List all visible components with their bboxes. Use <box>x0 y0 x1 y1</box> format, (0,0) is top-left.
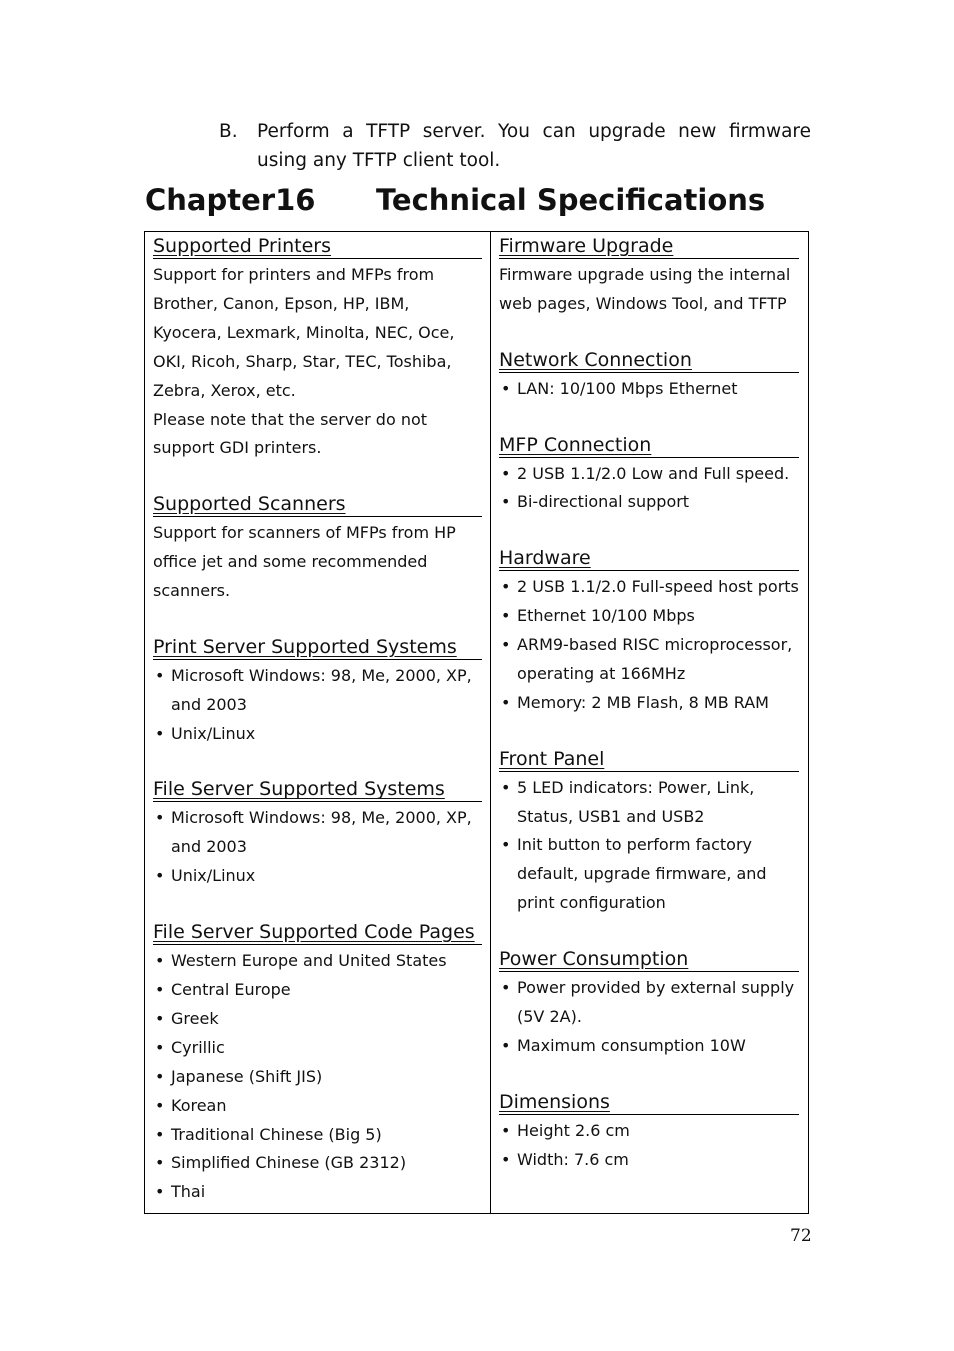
step-marker: B. <box>219 121 238 142</box>
section-title: Power Consumption <box>499 947 799 972</box>
list-item: • Width: 7.6 cm <box>499 1146 799 1175</box>
intro-step <box>219 117 811 175</box>
paragraph: Please note that the server do not support GDI printers. <box>153 409 428 458</box>
list-item: • Western Europe and United States <box>153 947 482 976</box>
section-file-server-systems <box>153 777 482 891</box>
list-item: • Maximum consumption 10W <box>499 1032 799 1061</box>
list-item: • Central Europe <box>153 976 482 1005</box>
list-item: • Cyrillic <box>153 1034 482 1063</box>
section-print-server-systems <box>153 635 482 749</box>
spec-left-column <box>145 232 491 1214</box>
list-item: • 2 USB 1.1/2.0 Low and Full speed. <box>499 460 799 489</box>
list-item: • Traditional Chinese (Big 5) <box>153 1121 482 1150</box>
page-number: 72 <box>790 1226 812 1246</box>
step-text: Perform a TFTP server. You can upgrade new firmware using any TFTP client tool. <box>257 121 811 171</box>
section-title: Dimensions <box>499 1090 799 1115</box>
section-supported-printers <box>153 234 482 463</box>
spec-table <box>144 231 809 1214</box>
list-item: • Thai <box>153 1178 482 1207</box>
section-code-pages <box>153 920 482 1207</box>
section-title: Network Connection <box>499 348 799 373</box>
section-title: File Server Supported Code Pages <box>153 920 482 945</box>
list-item: • Korean <box>153 1092 482 1121</box>
section-title: Supported Scanners <box>153 492 482 517</box>
list-item: • ARM9-based RISC microprocessor, operating at 166MHz <box>499 631 799 689</box>
section-dimensions <box>499 1090 799 1175</box>
section-title: Hardware <box>499 546 799 571</box>
list-item: • Simplified Chinese (GB 2312) <box>153 1149 482 1178</box>
list-item: • Init button to perform factory default, upgrade firmware, and print configuration <box>499 831 799 918</box>
section-supported-scanners <box>153 492 482 606</box>
section-title: Firmware Upgrade <box>499 234 799 259</box>
list-item: • Microsoft Windows: 98, Me, 2000, XP, and 2003 <box>153 804 482 862</box>
list-item: • Memory: 2 MB Flash, 8 MB RAM <box>499 689 799 718</box>
paragraph: Support for printers and MFPs from Brother, Canon, Epson, HP, IBM, Kyocera, Lexmark, Minolta, NEC, Oce, OKI, Ricoh, Sharp, Star, TEC, Toshiba, Zebra, Xerox, etc. <box>153 265 455 400</box>
paragraph: Support for scanners of MFPs from HP office jet and some recommended scanners. <box>153 523 456 601</box>
list-item: • Power provided by external supply (5V 2A). <box>499 974 799 1032</box>
section-network-connection <box>499 348 799 404</box>
section-title: Supported Printers <box>153 234 482 259</box>
chapter-number: Chapter16 <box>145 183 316 217</box>
spec-right-column <box>491 232 809 1214</box>
section-firmware-upgrade <box>499 234 799 319</box>
list-item: • 5 LED indicators: Power, Link, Status, USB1 and USB2 <box>499 774 799 832</box>
section-power-consumption <box>499 947 799 1061</box>
list-item: • Height 2.6 cm <box>499 1117 799 1146</box>
list-item: • Unix/Linux <box>153 862 482 891</box>
paragraph: Firmware upgrade using the internal web pages, Windows Tool, and TFTP <box>499 265 791 313</box>
list-item: • 2 USB 1.1/2.0 Full-speed host ports <box>499 573 799 602</box>
list-item: • Bi-directional support <box>499 488 799 517</box>
section-title: Front Panel <box>499 747 799 772</box>
list-item: • Ethernet 10/100 Mbps <box>499 602 799 631</box>
list-item: • Microsoft Windows: 98, Me, 2000, XP, and 2003 <box>153 662 482 720</box>
list-item: • Unix/Linux <box>153 720 482 749</box>
section-mfp-connection <box>499 433 799 518</box>
section-title: Print Server Supported Systems <box>153 635 482 660</box>
list-item: • Japanese (Shift JIS) <box>153 1063 482 1092</box>
section-front-panel <box>499 747 799 919</box>
section-hardware <box>499 546 799 718</box>
list-item: • Greek <box>153 1005 482 1034</box>
list-item: • LAN: 10/100 Mbps Ethernet <box>499 375 799 404</box>
chapter-title: Technical Specifications <box>376 183 766 217</box>
chapter-heading <box>145 183 765 217</box>
section-title: File Server Supported Systems <box>153 777 482 802</box>
section-title: MFP Connection <box>499 433 799 458</box>
